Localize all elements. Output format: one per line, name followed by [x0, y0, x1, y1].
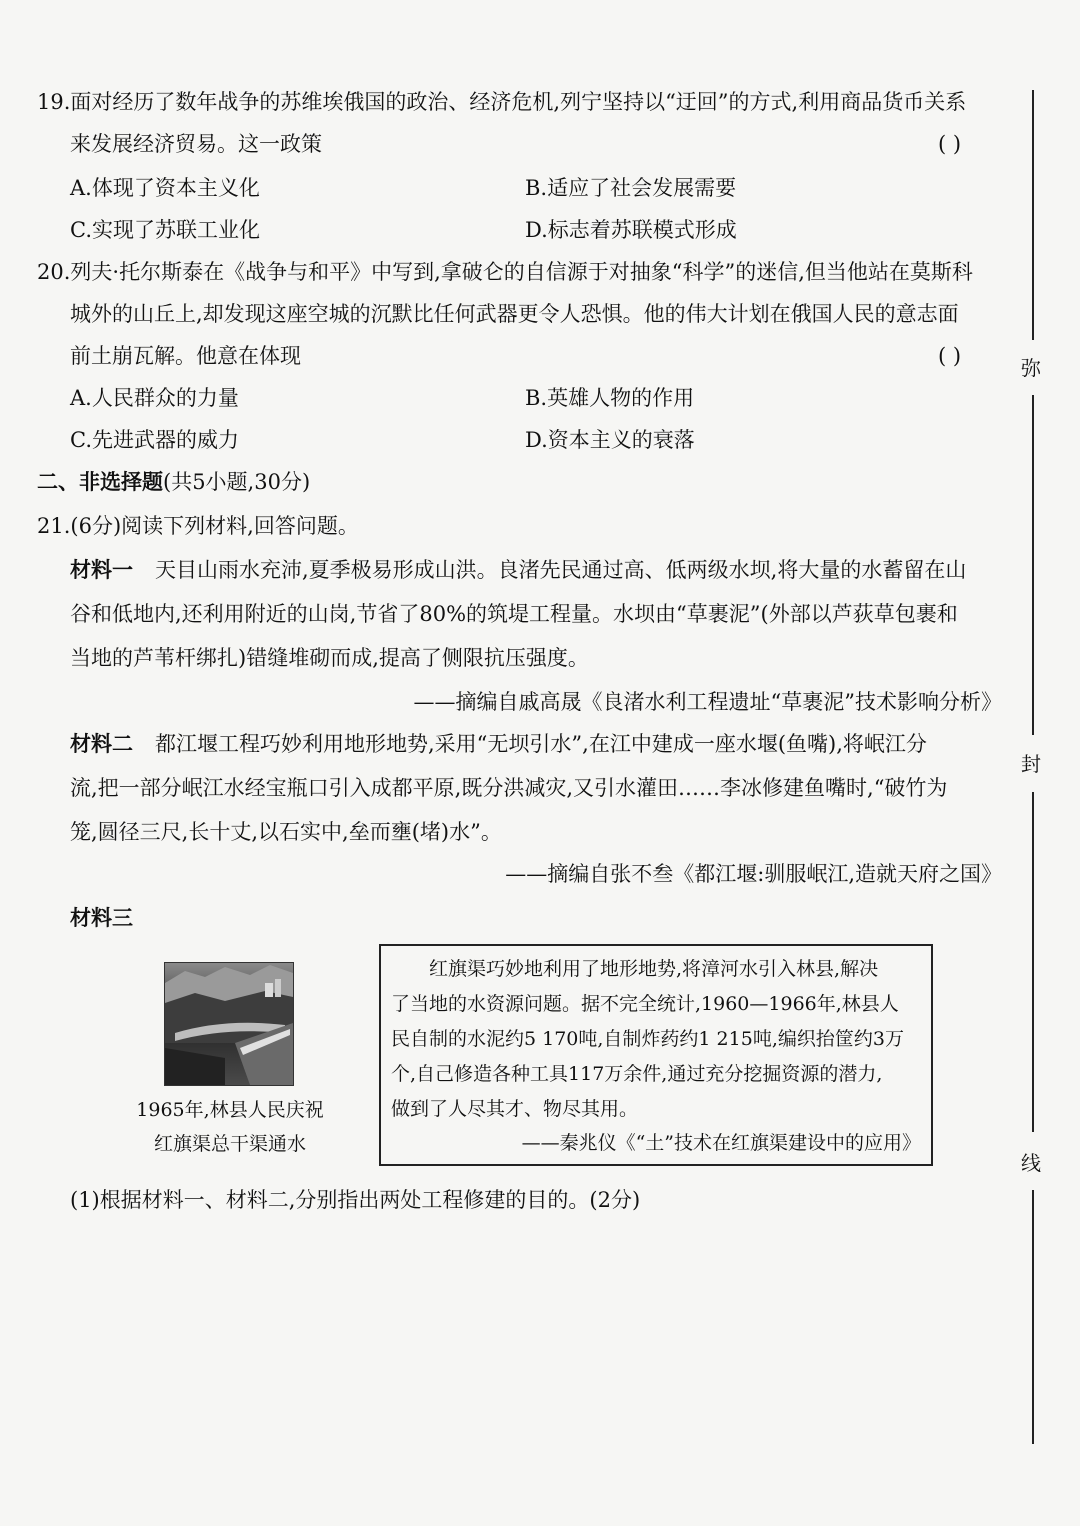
canal-photo-graphic [165, 963, 293, 1085]
q19-stem-line1: 19.面对经历了数年战争的苏维埃俄国的政治、经济危机,列宁坚持以“迂回”的方式,利用商品货币关系 [37, 90, 967, 114]
material2-source: ——摘编自张不叁《都江堰:驯服岷江,造就天府之国》 [505, 862, 1002, 886]
binding-char-feng: 封 [1021, 752, 1041, 776]
q20-option-c: C.先进武器的威力 [70, 428, 239, 452]
q19-option-c: C.实现了苏联工业化 [70, 218, 260, 242]
material3-label: 材料三 [70, 906, 133, 930]
binding-line-segment-1 [1032, 90, 1034, 340]
photo-caption-line2: 红旗渠总干渠通水 [153, 1133, 306, 1155]
q20-stem-line3: 前土崩瓦解。他意在体现 [70, 344, 301, 368]
material2-line3: 笼,圆径三尺,长十丈,以石实中,垒而壅(堵)水”。 [70, 820, 502, 844]
box-line5: 做到了人尽其才、物尽其用。 [391, 1098, 639, 1120]
material3-box [379, 944, 933, 1166]
material2-line2: 流,把一部分岷江水经宝瓶口引入成都平原,既分洪减灾,又引水灌田……李冰修建鱼嘴时,“破竹为 [70, 776, 948, 800]
material1-text1: 天目山雨水充沛,夏季极易形成山洪。良渚先民通过高、低两级水坝,将大量的水蓄留在山 [155, 558, 967, 582]
box-line3: 民自制的水泥约5 170吨,自制炸药约1 215吨,编织抬筐约3万 [391, 1028, 904, 1050]
material1-line3: 当地的芦苇杆绑扎)错缝堆砌而成,提高了侧限抗压强度。 [70, 646, 589, 670]
q20-option-b: B.英雄人物的作用 [525, 386, 695, 410]
q19-answer-paren: ( ) [938, 132, 962, 156]
box-source: ——秦兆仪《“土”技术在红旗渠建设中的应用》 [521, 1132, 921, 1154]
q19-stem-line2: 来发展经济贸易。这一政策 [70, 132, 322, 156]
box-line4: 个,自己修造各种工具117万余件,通过充分挖掘资源的潜力, [391, 1063, 883, 1085]
q21-sub1: (1)根据材料一、材料二,分别指出两处工程修建的目的。(2分) [70, 1188, 641, 1212]
material2-text1: 都江堰工程巧妙利用地形地势,采用“无坝引水”,在江中建成一座水堰(鱼嘴),将岷江分 [155, 732, 927, 756]
q21-stem: 21.(6分)阅读下列材料,回答问题。 [37, 514, 359, 538]
material1-line2: 谷和低地内,还利用附近的山岗,节省了80%的筑堤工程量。水坝由“草裹泥”(外部以芦荻草包裹和 [70, 602, 958, 626]
material1-source: ——摘编自戚高晟《良渚水利工程遗址“草裹泥”技术影响分析》 [413, 690, 1002, 714]
section-title: 二、非选择题 [37, 470, 163, 494]
q19-option-d: D.标志着苏联模式形成 [525, 218, 737, 242]
section-heading [37, 468, 310, 496]
binding-line-segment-4 [1032, 1190, 1034, 1444]
binding-char-xian: 线 [1021, 1151, 1041, 1175]
binding-line-segment-3 [1032, 792, 1034, 1132]
material1-line1 [70, 556, 966, 584]
binding-char-mi: 弥 [1021, 356, 1041, 380]
box-line1: 红旗渠巧妙地利用了地形地势,将漳河水引入林县,解决 [429, 958, 879, 980]
q20-stem-line1: 20.列夫·托尔斯泰在《战争与和平》中写到,拿破仑的自信源于对抽象“科学”的迷信,但当他站在莫斯科 [37, 260, 973, 284]
q20-option-a: A.人民群众的力量 [70, 386, 239, 410]
material1-label: 材料一 [70, 558, 133, 582]
material2-line1 [70, 730, 927, 758]
q19-option-a: A.体现了资本主义化 [70, 176, 260, 200]
section-detail: (共5小题,30分) [163, 470, 311, 494]
binding-line-segment-2 [1032, 395, 1034, 735]
q20-option-d: D.资本主义的衰落 [525, 428, 695, 452]
q20-stem-line2: 城外的山丘上,却发现这座空城的沉默比任何武器更令人恐惧。他的伟大计划在俄国人民的意志面 [70, 302, 959, 326]
box-line2: 了当地的水资源问题。据不完全统计,1960—1966年,林县人 [391, 993, 899, 1015]
photo-caption-line1: 1965年,林县人民庆祝 [136, 1099, 324, 1121]
canal-photo [164, 962, 294, 1086]
q20-answer-paren: ( ) [938, 344, 962, 368]
material2-label: 材料二 [70, 732, 133, 756]
q19-option-b: B.适应了社会发展需要 [525, 176, 737, 200]
